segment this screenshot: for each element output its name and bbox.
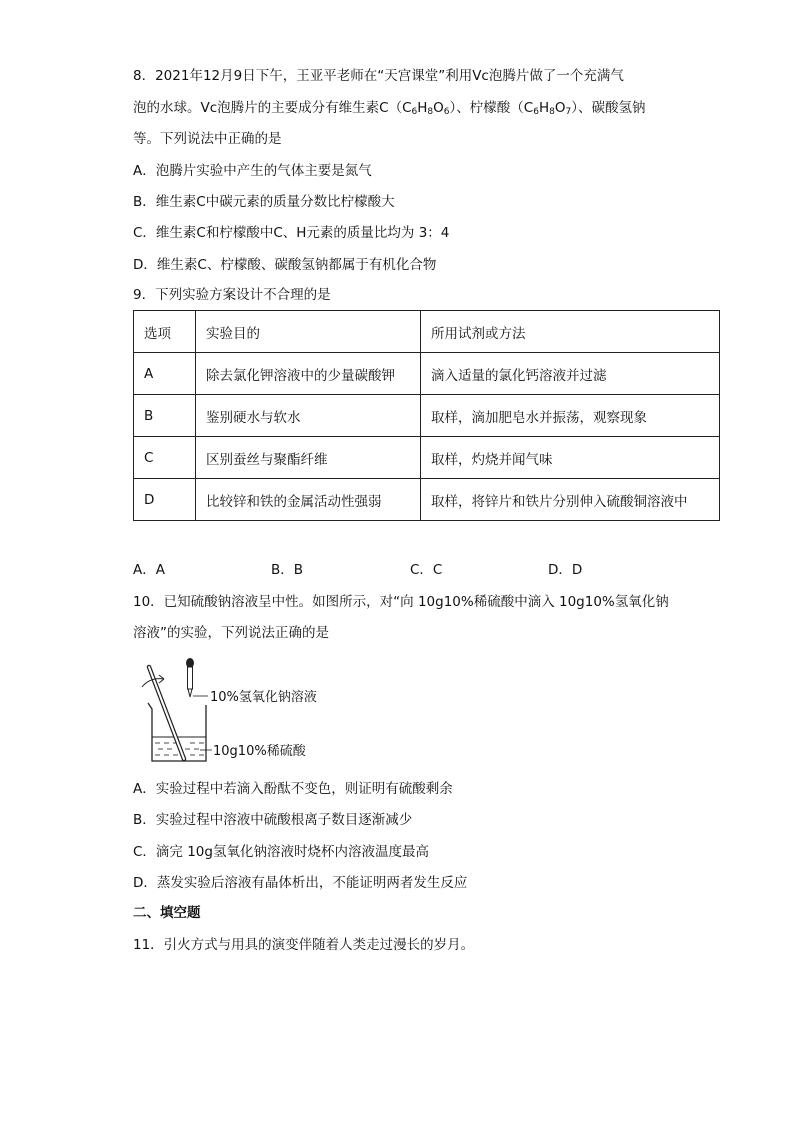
q10-option-b[interactable]: B．实验过程中溶液中硫酸根离子数目逐渐减少 [133,812,413,828]
table-cell: 取样，滴加肥皂水并振荡，观察现象 [421,395,720,437]
q9-choice-b[interactable]: B．B [271,562,304,578]
table-row [134,437,720,479]
q8-option-b[interactable]: B．维生素C中碳元素的质量分数比柠檬酸大 [133,194,395,210]
table-row [134,395,720,437]
table-cell: 除去氯化钾溶液中的少量碳酸钾 [196,353,421,395]
section-title: 二、填空题 [133,905,201,921]
fig-label-h2so4: 10g10%稀硫酸 [213,744,306,759]
q9-choice-d[interactable]: D．D [548,562,583,578]
beaker-dropper-figure [140,655,220,765]
table-cell: 取样，将锌片和铁片分别伸入硫酸铜溶液中 [421,479,720,521]
header-cell: 选项 [134,311,196,353]
header-cell: 所用试剂或方法 [421,311,720,353]
table-cell: A [134,353,196,395]
q10-option-c[interactable]: C．滴完 10g氢氧化钠溶液时烧杯内溶液温度最高 [133,844,429,860]
q8-stem-line2: 泡的水球。Vc泡腾片的主要成分有维生素$C(C_6H_8O_6)$、柠檬酸$(C_6H_8O_7)$、碳酸氢钠 [133,100,646,117]
table-cell: 取样，灼烧并闻气味 [421,437,720,479]
table-row [134,353,720,395]
table-cell: 比较锌和铁的金属活动性强弱 [196,479,421,521]
table-cell: D [134,479,196,521]
table-cell: 鉴别硬水与软水 [196,395,421,437]
table-header-row [134,311,720,353]
dropper-tube-icon [188,667,193,689]
q8-stem-line1: 8．2021年12月9日下午，王亚平老师在“天宫课堂”利用Vc泡腾片做了一个充满气 [133,68,624,84]
table-cell: 滴入适量的氯化钙溶液并过滤 [421,353,720,395]
q8-stem-line3: 等。下列说法中正确的是 [133,131,282,147]
table-cell: C [134,437,196,479]
table-cell: 区别蚕丝与聚酯纤维 [196,437,421,479]
q8-option-c[interactable]: C．维生素C和柠檬酸中C、H元素的质量比均为 3：4 [133,225,450,241]
q9-choice-c[interactable]: C．C [410,562,443,578]
table-cell: B [134,395,196,437]
fig-label-naoh: 10%氢氧化钠溶液 [210,690,317,705]
q10-stem-line1: 10．已知硫酸钠溶液呈中性。如图所示，对“向 10g10%稀硫酸中滴入 10g10%氢氧化钠 [133,594,669,610]
q8-option-d[interactable]: D．维生素C、柠檬酸、碳酸氢钠都属于有机化合物 [133,257,437,273]
q9-choice-a[interactable]: A．A [133,562,165,578]
q8-option-a[interactable]: A．泡腾片实验中产生的气体主要是氮气 [133,163,372,179]
q11-stem: 11．引火方式与用具的演变伴随着人类走过漫长的岁月。 [133,937,475,953]
q9-table [133,310,720,521]
header-cell: 实验目的 [196,311,421,353]
q10-option-a[interactable]: A．实验过程中若滴入酚酞不变色，则证明有硫酸剩余 [133,781,453,797]
beaker-icon [148,703,206,761]
q9-stem: 9．下列实验方案设计不合理的是 [133,287,331,303]
table-row [134,479,720,521]
q10-option-d[interactable]: D．蒸发实验后溶液有晶体析出，不能证明两者发生反应 [133,875,468,891]
q10-stem-line2: 溶液”的实验，下列说法正确的是 [133,625,329,641]
